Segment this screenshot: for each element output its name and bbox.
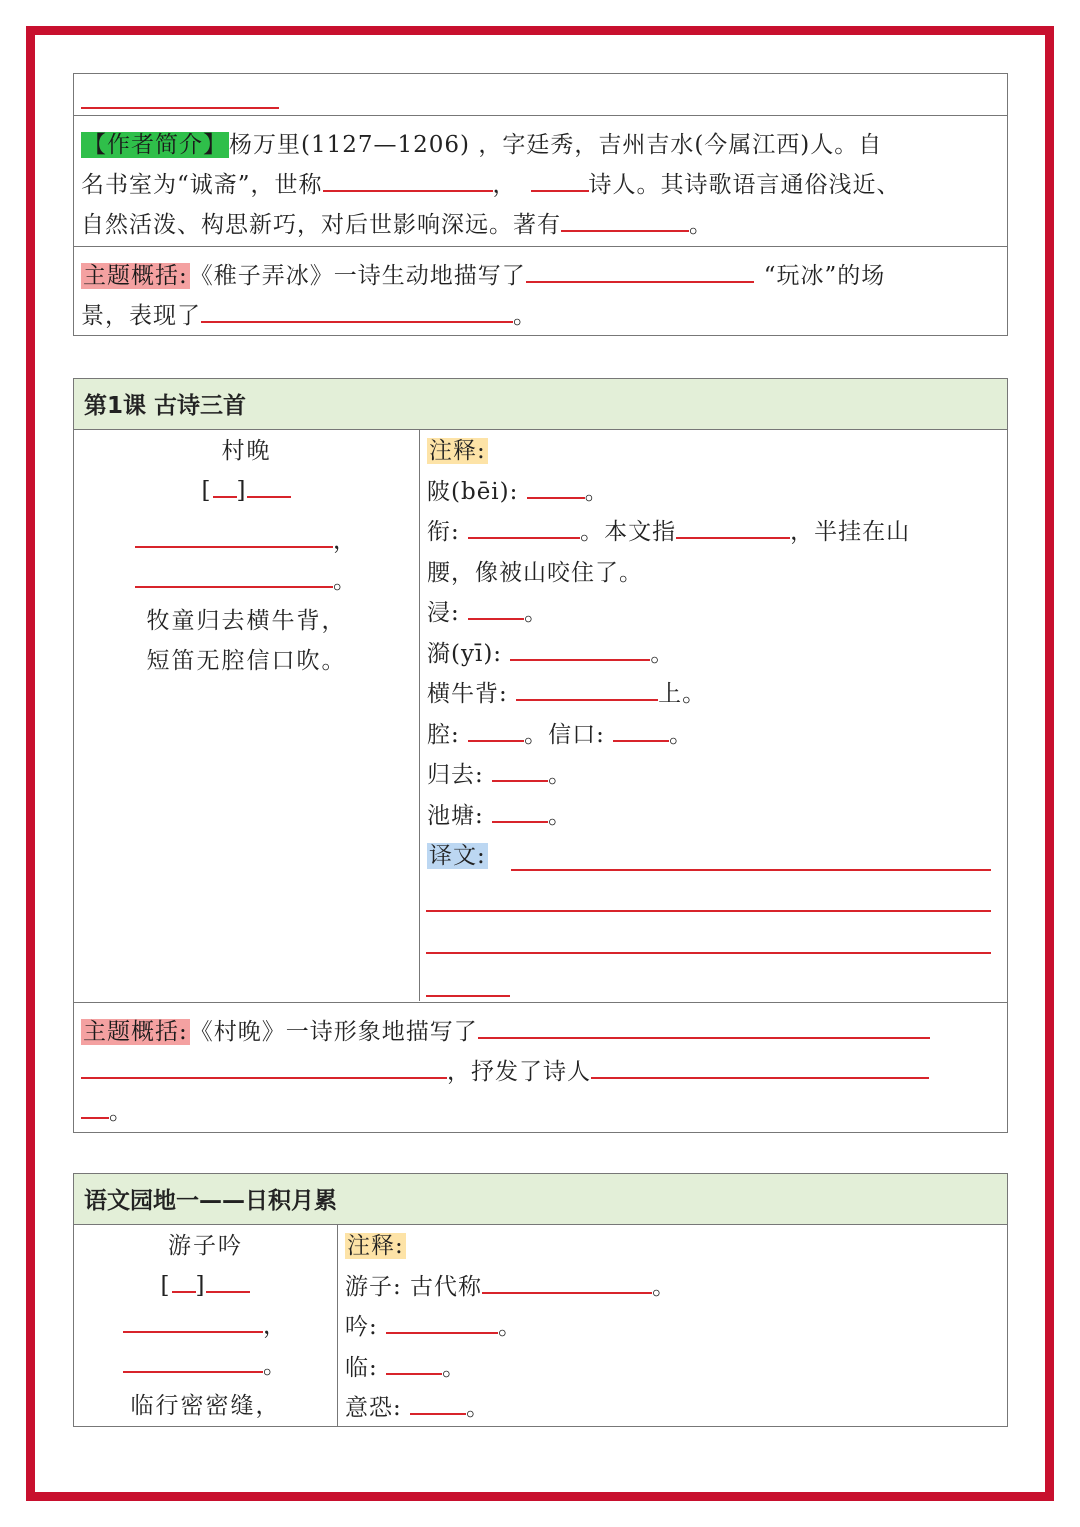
poem-line-4: 短笛无腔信口吹。 [146,648,347,674]
note-text: 临: [345,1354,378,1381]
note-text: 游子: 古代称 [345,1273,483,1300]
poem-line-3: 临行密密缝， [130,1393,281,1419]
blank-line [81,1095,109,1119]
blank-line [386,1351,442,1375]
poem-youziyin [74,1226,337,1426]
blank-line [201,299,513,323]
blank-line [123,1309,263,1333]
column-divider [419,430,420,1001]
note-text: 归去: [427,762,484,788]
blank-line [323,168,493,192]
blank-line [135,564,333,588]
garden-section [73,1173,1008,1427]
blank-line [213,474,237,498]
blank-line [468,596,524,620]
row-divider [74,1002,1007,1003]
theme-text-line2: ，抒发了诗人 [447,1059,591,1085]
blank-line [492,799,548,823]
note-text: 吟: [345,1314,378,1340]
poem-title: 村晚 [221,438,272,464]
lesson1-section [73,378,1008,1133]
garden-header [74,1174,1007,1225]
translation-line-4 [426,995,510,997]
poem-blank-line-2: 。 [74,1346,337,1386]
blank-line [531,168,589,192]
author-text-line2c: 诗人。其诗歌语言通俗浅近、 [588,172,901,198]
row-divider [74,115,1007,116]
poem-blank-line-1: ， [74,521,419,561]
lesson1-title: 第1课 古诗三首 [84,393,247,419]
blank-line [386,1310,498,1334]
garden-notes: 注释: 游子: 古代称 。 吟: 。 临: 。 意恐: 。 [345,1233,677,1421]
blank-line [247,474,291,498]
note-text: 浸: [427,600,460,626]
theme-summary-1 [81,256,1001,336]
author-text-line1: 杨万里(1127—1206) ，字廷秀，吉州吉水(今属江西)人。自 [229,132,883,158]
blank-line [613,718,669,742]
note-text: 腰，像被山咬住了。 [427,559,643,586]
column-divider [337,1225,338,1426]
note-text: 衔: [427,519,460,545]
poem-title: 游子吟 [168,1233,243,1259]
blank-line [468,515,580,539]
blank-line [468,718,524,742]
theme-text-line2b: 。 [513,303,537,329]
theme-text-line2a: 景，表现了 [81,303,201,329]
poem-line-3: 牧童归去横牛背， [146,608,347,634]
author-text-line2b: ， [492,172,517,198]
blank-line [676,515,790,539]
blank-line [516,677,658,701]
blank-line [172,1269,196,1293]
author-section [73,73,1008,336]
theme-text-line1b: “玩冰”的场 [763,263,886,289]
note-text: 陂(bēi): [427,478,519,505]
lesson1-header [74,379,1007,430]
theme-tag: 主题概括: [83,263,188,289]
theme-text-line1a: 《稚子弄冰》一诗生动地描写了 [189,263,526,289]
poem-cunwan [74,431,419,681]
blank-line [591,1055,929,1079]
blank-line [478,1015,930,1039]
blank-line [527,475,585,499]
translation-line-1 [511,869,991,871]
author-text-line3a: 自然活泼、构思新巧，对后世影响深远。著有 [81,212,561,238]
note-text: 漪(yī): [427,640,503,667]
blank-line [482,1270,652,1294]
note-text: 池塘: [427,802,484,829]
blank-line [206,1269,250,1293]
author-text-line2a: 名书室为“诚斋”，世称 [81,172,323,198]
translation-line-3 [426,952,991,954]
blank-line [135,524,333,548]
theme-tag: 主题概括: [83,1019,188,1045]
theme-text-line1: 《村晚》一诗形象地描写了 [189,1019,478,1045]
blank-line [510,637,650,661]
author-tag: 【作者简介】 [83,132,227,158]
notes-tag: 注释: [347,1233,404,1259]
theme-text-line3: 。 [109,1099,133,1125]
lesson1-notes: 注释: 陂(bēi): 。 衔: 。本文指 ，半挂在山 腰，像被山咬住了。 浸: 。 漪(yī): 。 横牛背: 上。 腔: 。信口: 。 归去: 。 池塘: 。 译文: [427,431,997,877]
poem-author-line: [ ] [74,471,419,511]
poem-blank-line-2: 。 [74,561,419,601]
row-divider [74,246,1007,247]
translation-tag: 译文: [429,843,486,869]
garden-title: 语文园地一——日积月累 [84,1188,337,1214]
blank-line [410,1391,466,1415]
author-text-line3b: 。 [689,212,713,238]
poem-blank-line-1: ， [74,1306,337,1346]
blank-line [81,107,279,109]
poem-author-line: [ ] [74,1266,337,1306]
blank-line [123,1349,263,1373]
blank-line [526,259,754,283]
note-text: 腔: [427,721,460,748]
note-text: 横牛背: [427,681,508,707]
blank-line [492,758,548,782]
translation-line-2 [426,910,991,912]
notes-tag: 注释: [429,438,486,464]
note-text: 意恐: [345,1395,402,1421]
author-intro [81,125,1001,245]
blank-line [81,1055,447,1079]
theme-summary-2 [81,1012,1001,1132]
blank-line [561,208,689,232]
